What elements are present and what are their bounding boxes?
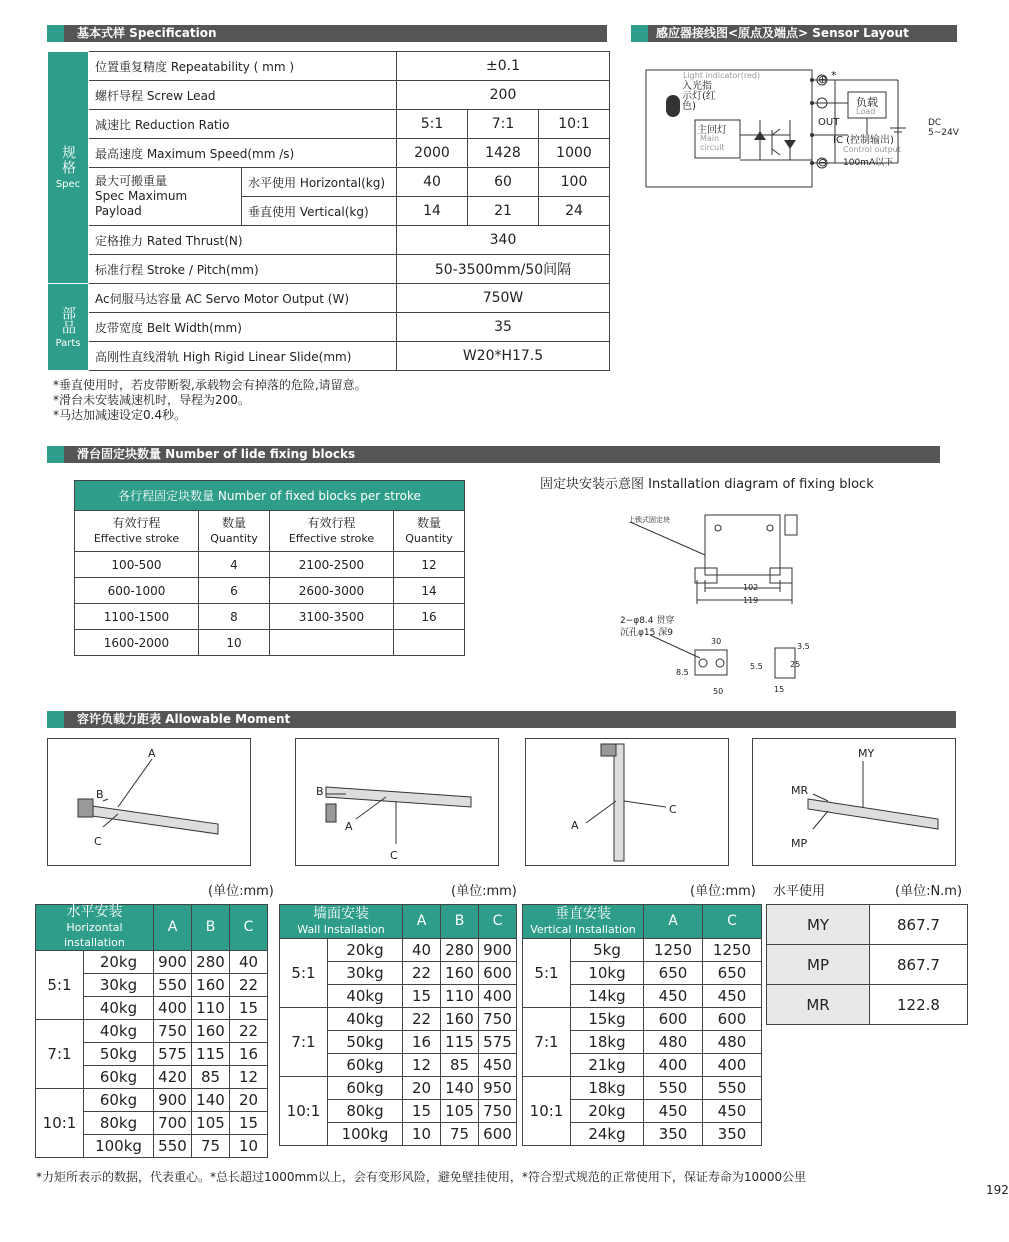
sensor-light-indicator-text: Light indicator(red): [683, 71, 761, 80]
fix-col-qty-2: 数量 Quantity: [393, 511, 464, 552]
table-row: 21kg 400 400: [523, 1054, 762, 1077]
moment-section-header: [47, 711, 956, 728]
install-dim-15: 15: [774, 685, 785, 694]
payload-h1: 40: [397, 168, 468, 197]
table-row: 5:1 5kg 1250 1250: [523, 939, 762, 962]
table-row: 7:1 40kg 22 160 750: [280, 1008, 517, 1031]
motor-value: 750W: [397, 284, 610, 313]
diag1-label-a: A: [148, 747, 156, 760]
sensor-indicator-cn: 入光指示灯(红色): [682, 81, 716, 112]
table-row: 7:1 40kg 750 160 22: [36, 1020, 268, 1043]
note-3: *马达加减速设定0.4秒。: [53, 408, 187, 422]
diag4-label-mr: MR: [791, 784, 809, 797]
diag2-label-b: B: [316, 785, 324, 798]
table-row: 60kg 420 85 12: [36, 1066, 268, 1089]
table-row: 100kg 10 75 600: [280, 1123, 517, 1146]
diag2-label-c: C: [390, 849, 398, 862]
sensor-ic: IC (控制输出): [833, 135, 894, 146]
moment-value-table: [766, 904, 968, 1025]
screw-lead-value: 200: [397, 81, 610, 110]
install-dim-119: 119: [743, 596, 759, 605]
table-row: 10:1 60kg 900 140 20: [36, 1089, 268, 1112]
table-row: MY 867.7: [767, 905, 968, 945]
payload-horizontal-label: 水平使用 Horizontal(kg): [242, 168, 397, 197]
install-dim-25: 25: [790, 660, 801, 669]
max-speed-3: 1000: [539, 139, 610, 168]
table-row: 100kg 550 75 10: [36, 1135, 268, 1158]
table-row: 80kg 700 105 15: [36, 1112, 268, 1135]
payload-v2: 21: [468, 197, 539, 226]
max-speed-label: 最高速度 Maximum Speed(mm /s): [89, 139, 397, 168]
table-row: 50kg 16 115 575: [280, 1031, 517, 1054]
diag3-label-a: A: [571, 819, 579, 832]
table-row: 40kg 400 110 15: [36, 997, 268, 1020]
table-row: 20kg 450 450: [523, 1100, 762, 1123]
wall-moment-table: 墙面安装 Wall Installation A B C 5:1 20kg 40 280 900 30kg 22 160 600 40kg 15 110 400 7:1 40kg 22 160 750 50kg 16 115 575 60kg 12 85 450 10:1 60kg 20 140 950 80kg 15 105 750 100kg 10 75 600: [279, 904, 517, 1146]
table-row: 50kg 575 115 16: [36, 1043, 268, 1066]
payload-h2: 60: [468, 168, 539, 197]
table-row: 10kg 650 650: [523, 962, 762, 985]
stroke-value: 50-3500mm/50间隔: [397, 255, 610, 284]
table-row: 7:1 15kg 600 600: [523, 1008, 762, 1031]
payload-v3: 24: [539, 197, 610, 226]
screw-lead-label: 螺杆导程 Screw Lead: [89, 81, 397, 110]
unit-horizontal-use: 水平使用: [773, 884, 826, 899]
stroke-label: 标准行程 Stroke / Pitch(mm): [89, 255, 397, 284]
unit-label-2: (单位:mm): [451, 884, 517, 899]
sensor-dc: DC: [928, 118, 942, 128]
reduction-5: 5:1: [397, 110, 468, 139]
unit-label-3: (单位:mm): [690, 884, 756, 899]
install-dim-55: 5.5: [750, 662, 763, 671]
payload-label: 最大可搬重量 Spec Maximum Payload: [89, 168, 242, 226]
table-row: 30kg 22 160 600: [280, 962, 517, 985]
belt-value: 35: [397, 313, 610, 342]
moment-section-title: 容许负载力距表 Allowable Moment: [77, 712, 291, 726]
install-hole-note2: 沉孔φ15 深9: [620, 628, 673, 638]
parts-group-label: 部品 Parts: [48, 284, 89, 371]
reduction-label: 减速比 Reduction Ratio: [89, 110, 397, 139]
table-row: 600-1000 6 2600-3000 14: [75, 578, 465, 604]
sensor-load-cn: 负载: [856, 96, 878, 109]
moment-diagram-horizontal: [47, 738, 251, 866]
table-row: 5:1 20kg 900 280 40: [36, 951, 268, 974]
belt-label: 皮带宽度 Belt Width(mm): [89, 313, 397, 342]
table-row: 30kg 550 160 22: [36, 974, 268, 997]
sensor-minus-icon: ⊖: [818, 156, 828, 169]
unit-label-1: (单位:mm): [208, 884, 274, 899]
moment-diagram-vertical: [525, 738, 729, 866]
wall-title: 墙面安装 Wall Installation: [280, 905, 403, 939]
diag3-label-c: C: [669, 803, 677, 816]
install-dim-35: 3.5: [797, 642, 810, 651]
fix-table-title: 各行程固定块数量 Number of fixed blocks per stroke: [75, 481, 465, 511]
install-hole-note1: 2−φ8.4 贯穿: [620, 616, 675, 626]
install-dim-85: 8.5: [676, 668, 689, 677]
table-row: 100-500 4 2100-2500 12: [75, 552, 465, 578]
install-dim-30: 30: [711, 637, 722, 646]
install-diagram: [610, 500, 830, 700]
spec-notes: [53, 378, 367, 423]
reduction-7: 7:1: [468, 110, 539, 139]
fix-table: [74, 480, 465, 656]
sensor-current: 100mA以下: [843, 158, 894, 168]
sensor-section-header: [631, 25, 957, 42]
table-row: 5:1 20kg 40 280 900: [280, 939, 517, 962]
sensor-section-title: 感应器接线图<原点及端点> Sensor Layout: [656, 26, 909, 40]
install-dim-50: 50: [713, 687, 724, 696]
sensor-control-en: Control output: [843, 145, 901, 154]
moment-diagram-wall: [295, 738, 499, 866]
diag4-label-mp: MP: [791, 837, 808, 850]
spec-section-header: [47, 25, 607, 42]
diag1-label-b: B: [96, 788, 104, 801]
vertical-title: 垂直安装 Vertical Installation: [523, 905, 644, 939]
repeatability-label: 位置重复精度 Repeatability ( mm ): [89, 52, 397, 81]
table-row: 14kg 450 450: [523, 985, 762, 1008]
thrust-label: 定格推力 Rated Thrust(N): [89, 226, 397, 255]
table-row: 40kg 15 110 400: [280, 985, 517, 1008]
diag1-label-c: C: [94, 835, 102, 848]
sensor-load-en: Load: [856, 107, 876, 116]
fix-col-qty-1: 数量 Quantity: [199, 511, 270, 552]
sensor-out: OUT: [818, 117, 840, 128]
payload-h3: 100: [539, 168, 610, 197]
install-dim-102: 102: [743, 583, 759, 592]
table-row: 10:1 60kg 20 140 950: [280, 1077, 517, 1100]
reduction-10: 10:1: [539, 110, 610, 139]
table-row: 18kg 480 480: [523, 1031, 762, 1054]
diag4-label-my: MY: [858, 747, 875, 760]
horizontal-title: 水平安装 Horizontal installation: [36, 905, 154, 951]
moment-diagram-moments: [752, 738, 956, 866]
footnote: *力矩所表示的数据，代表重心。*总长超过1000mm以上，会有变形风险，避免壁挂使用，*符合型式规范的正常使用下，保证寿命为10000公里: [36, 1170, 807, 1184]
note-2: *滑台未安装减速机时，导程为200。: [53, 393, 250, 407]
fix-section-header: [47, 446, 940, 463]
sensor-main-cn: 主回灯: [697, 125, 727, 136]
slide-label: 高刚性直线滑轨 High Rigid Linear Slide(mm): [89, 342, 397, 371]
table-row: 60kg 12 85 450: [280, 1054, 517, 1077]
table-row: 80kg 15 105 750: [280, 1100, 517, 1123]
unit-label-nm: (单位:N.m): [895, 884, 963, 899]
sensor-main-en: Main circuit: [700, 134, 725, 152]
sensor-asterisk: *: [831, 69, 837, 82]
thrust-value: 340: [397, 226, 610, 255]
sensor-voltage: 5~24V: [928, 128, 959, 138]
install-title: 固定块安装示意图 Installation diagram of fixing block: [540, 477, 874, 492]
table-row: 1100-1500 8 3100-3500 16: [75, 604, 465, 630]
table-row: MP 867.7: [767, 945, 968, 985]
horizontal-moment-table: 水平安装 Horizontal installation A B C 5:1 20kg 900 280 40 30kg 550 160 22 40kg 400 110 15 7:1 40kg 750 160 22 50kg 575 115 16 60kg 420 85 12 10:1 60kg 900 140 20 80kg 700 105 15 100kg 550 75 10: [35, 904, 268, 1158]
table-row: 24kg 350 350: [523, 1123, 762, 1146]
spec-section-title: 基本式样 Specification: [77, 26, 217, 40]
max-speed-1: 2000: [397, 139, 468, 168]
diag2-label-a: A: [345, 820, 353, 833]
max-speed-2: 1428: [468, 139, 539, 168]
sensor-plus-icon: ⊕: [818, 73, 828, 86]
payload-v1: 14: [397, 197, 468, 226]
install-label-top: 上锁式固定块: [628, 516, 670, 524]
note-1: *垂直使用时，若皮带断裂,承载物会有掉落的危险,请留意。: [53, 378, 367, 392]
slide-value: W20*H17.5: [397, 342, 610, 371]
table-row: 1600-2000 10: [75, 630, 465, 656]
table-row: MR 122.8: [767, 985, 968, 1025]
fix-section-title: 滑台固定块数量 Number of lide fixing blocks: [77, 447, 356, 461]
spec-group-label: 规格 Spec: [48, 52, 89, 284]
spec-table: [47, 51, 610, 371]
vertical-moment-table: 垂直安装 Vertical Installation A C 5:1 5kg 1250 1250 10kg 650 650 14kg 450 450 7:1 15kg 600 600 18kg 480 480 21kg 400 400 10:1 18kg 550 550 20kg 450 450 24kg 350 350: [522, 904, 762, 1146]
payload-vertical-label: 垂直使用 Vertical(kg): [242, 197, 397, 226]
table-row: 10:1 18kg 550 550: [523, 1077, 762, 1100]
fix-col-stroke-2: 有效行程 Effective stroke: [269, 511, 393, 552]
motor-label: Ac伺服马达容量 AC Servo Motor Output (W): [89, 284, 397, 313]
page-number: 192: [986, 1183, 1009, 1197]
repeatability-value: ±0.1: [397, 52, 610, 81]
fix-col-stroke-1: 有效行程 Effective stroke: [75, 511, 199, 552]
